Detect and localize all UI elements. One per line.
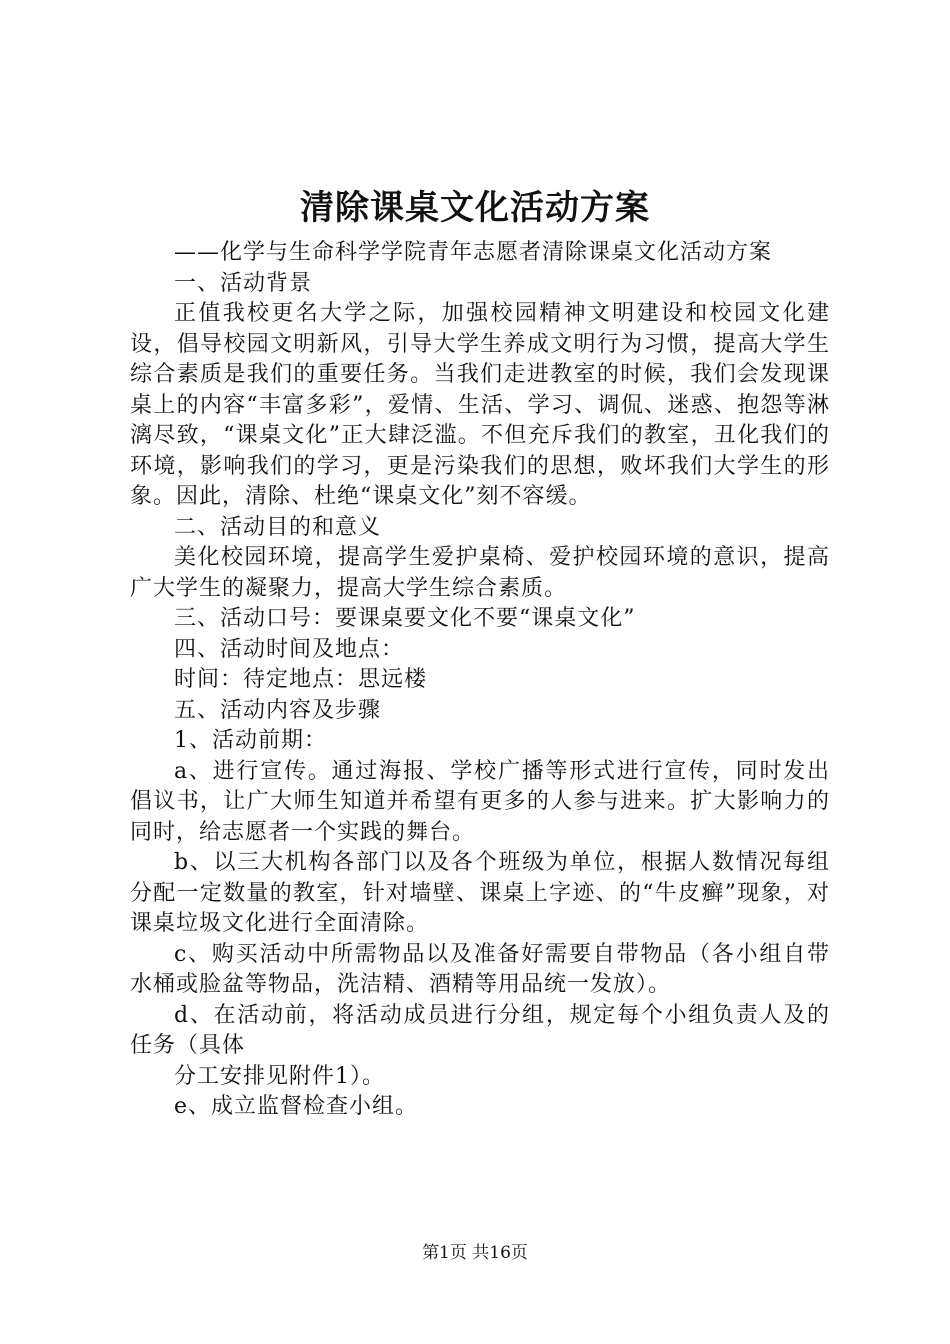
- step-b-paragraph: b、以三大机构各部门以及各个班级为单位，根据人数情况每组分配一定数量的教室，针对墙壁、课桌上字迹、的“牛皮癣”现象，对课桌垃圾文化进行全面清除。: [130, 850, 830, 936]
- page-number-footer: 第1页 共16页: [422, 1243, 528, 1263]
- document-title: 清除课桌文化活动方案: [300, 188, 650, 228]
- step-c-paragraph: c、购买活动中所需物品以及准备好需要自带物品（各小组自带水桶或脸盆等物品，洗洁精、酒精等用品统一发放）。: [130, 941, 830, 997]
- section-heading-background: 一、活动背景: [174, 270, 313, 296]
- purpose-paragraph: 美化校园环境，提高学生爱护桌椅、爱护校园环境的意识，提高广大学生的凝聚力，提高大学生综合素质。: [130, 545, 830, 601]
- section-heading-content: 五、活动内容及步骤: [174, 697, 382, 723]
- document-body: [130, 238, 830, 1123]
- section-heading-purpose: 二、活动目的和意义: [174, 514, 382, 540]
- section-heading-time-place: 四、活动时间及地点：: [174, 636, 405, 662]
- step-d-paragraph: d、在活动前，将活动成员进行分组，规定每个小组负责人及的任务（具体: [130, 1002, 830, 1058]
- step-e-paragraph: e、成立监督检查小组。: [174, 1094, 419, 1119]
- background-paragraph: 正值我校更名大学之际，加强校园精神文明建设和校园文化建设，倡导校园文明新风，引导大学生养成文明行为习惯，提高大学生综合素质是我们的重要任务。当我们走进教室的时候，我们会发现课桌上的内容“丰富多彩”，爱情、生活、学习、调侃、迷惑、抱怨等淋漓尽致，“课桌文化”正大肆泛滥。不但充斥我们的教室，丑化我们的环境，影响我们的学习，更是污染我们的思想，败坏我们大学生的形象。因此，清除、杜绝“课桌文化”刻不容缓。: [130, 301, 830, 509]
- slogan-paragraph: 三、活动口号：要课桌要文化不要“课桌文化”: [174, 606, 636, 631]
- time-place-paragraph: 时间：待定地点：思远楼: [174, 667, 428, 692]
- step-a-paragraph: a、进行宣传。通过海报、学校广播等形式进行宣传，同时发出倡议书，让广大师生知道并希望有更多的人参与进来。扩大影响力的同时，给志愿者一个实践的舞台。: [130, 758, 830, 845]
- phase-heading-preparation: 1、活动前期：: [174, 728, 327, 753]
- subtitle-paragraph: ——化学与生命科学学院青年志愿者清除课桌文化活动方案: [174, 240, 773, 265]
- step-d-continuation: 分工安排见附件1）。: [174, 1063, 385, 1089]
